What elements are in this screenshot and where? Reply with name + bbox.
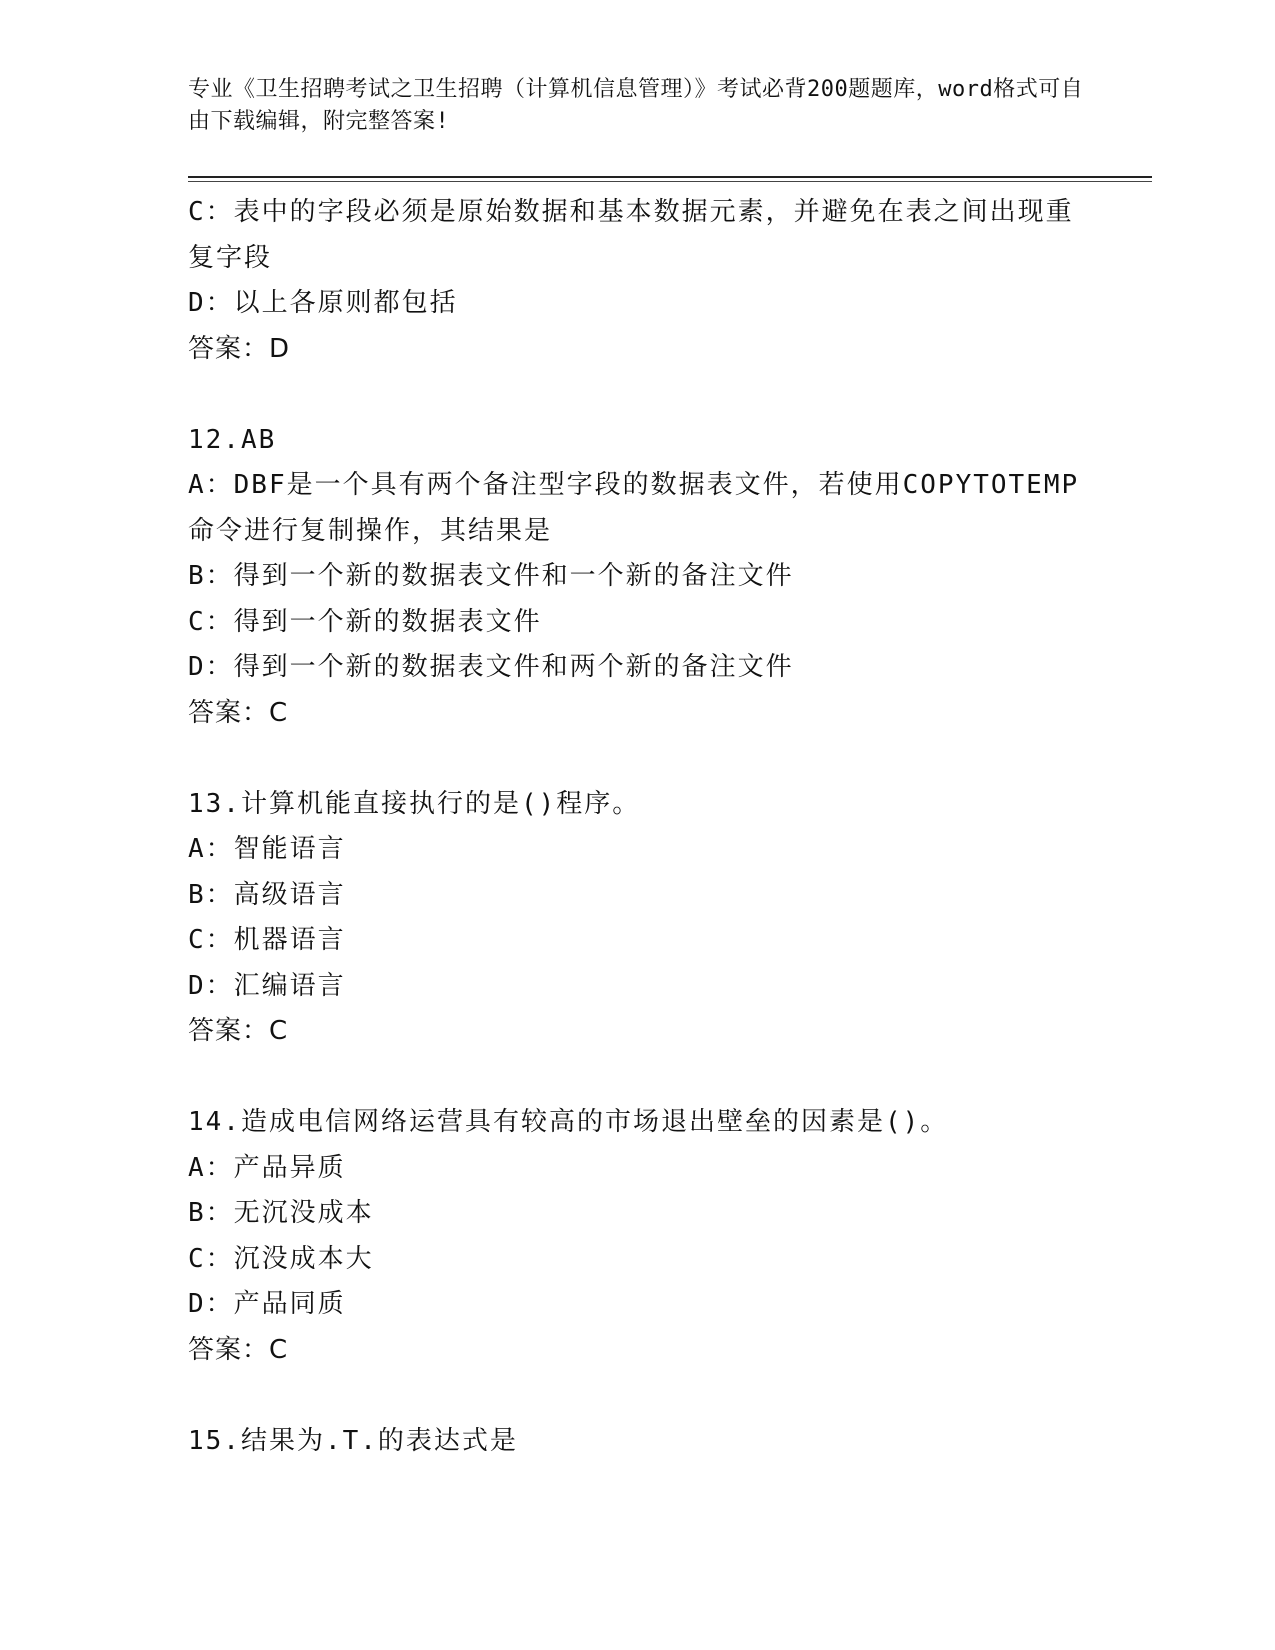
spacer [188, 1373, 1088, 1419]
question-13 [188, 782, 1088, 1055]
option-a: A：智能语言 [188, 834, 346, 864]
option-c: C：机器语言 [188, 925, 346, 955]
spacer [188, 372, 1088, 418]
option-b: B：无沉没成本 [188, 1198, 374, 1228]
spacer [188, 736, 1088, 782]
question-stem: 14.造成电信网络运营具有较高的市场退出壁垒的因素是()。 [188, 1107, 949, 1137]
question-12 [188, 418, 1088, 737]
option-a: A：产品异质 [188, 1152, 346, 1183]
option-b: B：高级语言 [188, 879, 346, 910]
question-stem: 15.结果为.T.的表达式是 [188, 1425, 518, 1456]
page-header: 专业《卫生招聘考试之卫生招聘（计算机信息管理）》考试必背200题题库，word格式可自由下载编辑，附完整答案! [188, 77, 1084, 134]
answer: 答案：C [188, 1016, 289, 1046]
answer: 答案：C [188, 1334, 289, 1365]
question-15 [188, 1419, 1088, 1465]
answer: 答案：C [188, 697, 289, 728]
header-divider-thin [188, 181, 1152, 182]
option-d: D：汇编语言 [188, 970, 346, 1001]
option-c: C：表中的字段必须是原始数据和基本数据元素，并避免在表之间出现重复字段 [188, 197, 1074, 273]
option-c: C：沉没成本大 [188, 1243, 374, 1274]
answer: 答案：D [188, 333, 291, 364]
question-14 [188, 1100, 1088, 1373]
question-list [188, 190, 1088, 1464]
question-stem: 12.AB [188, 424, 277, 455]
option-b: B：得到一个新的数据表文件和一个新的备注文件 [188, 561, 794, 591]
header-divider-thick [188, 176, 1152, 178]
option-a: A：DBF是一个具有两个备注型字段的数据表文件，若使用COPYTOTEMP命令进行复制操作，其结果是 [188, 470, 1080, 546]
question-11 [188, 190, 1088, 372]
spacer [188, 1055, 1088, 1101]
option-d: D：得到一个新的数据表文件和两个新的备注文件 [188, 652, 794, 682]
option-d: D：以上各原则都包括 [188, 288, 458, 318]
option-d: D：产品同质 [188, 1289, 346, 1319]
question-stem: 13.计算机能直接执行的是()程序。 [188, 788, 641, 819]
option-c: C：得到一个新的数据表文件 [188, 606, 542, 637]
